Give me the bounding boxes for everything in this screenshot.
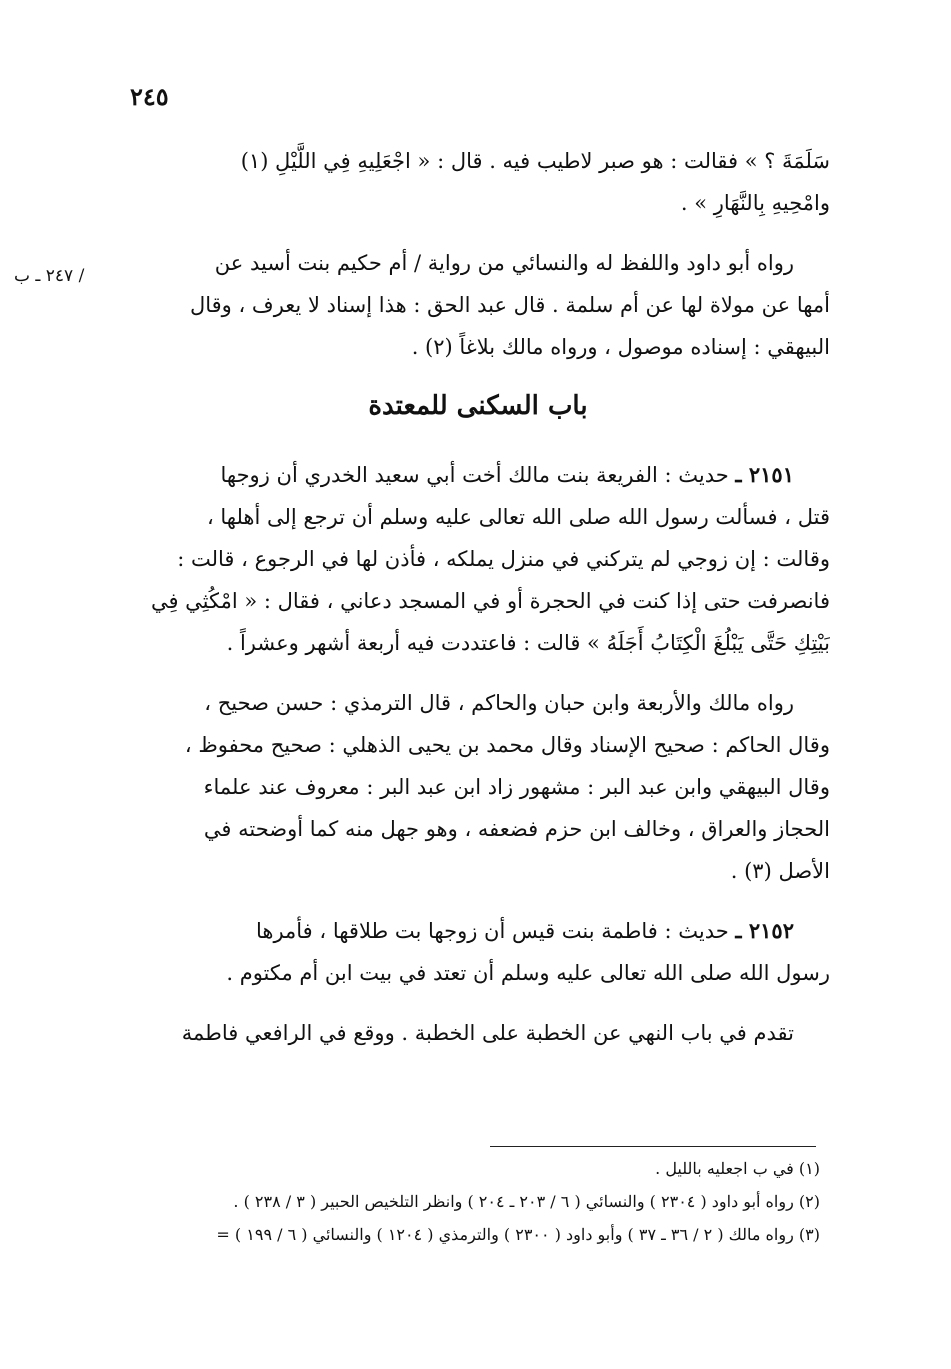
main-text [126,140,830,1072]
margin-folio-note: / ٢٤٧ ـ ب [14,266,85,286]
text-line: البيهقي : إسناده موصول ، ورواه مالك بلاغاً (٢) . [411,335,830,359]
hadith-2152 [126,910,830,994]
text-line: وقالت : إن زوجي لم يتركني في منزل يملكه ، فأذن لها في الرجوع ، قالت : [177,547,830,571]
text-line: تقدم في باب النهي عن الخطبة على الخطبة . ووقع في الرافعي فاطمة [181,1021,794,1045]
page-number: ٢٤٥ [130,82,169,111]
commentary-2152 [126,1012,830,1054]
text-line: أمها عن مولاة لها عن أم سلمة . قال عبد الحق : هذا إسناد لا يعرف ، وقال [189,293,830,317]
text-line: وقال البيهقي وابن عبد البر : مشهور زاد ابن عبد البر : معروف عند علماء [203,775,830,799]
text-line [126,910,830,952]
footnotes [94,1152,820,1251]
text-line: سَلَمَةَ ؟ » فقالت : هو صبر لاطيب فيه . قال : « اجْعَلِيهِ فِي اللَّيْلِ (١) [240,149,830,173]
footnote: (١) في ب اجعليه بالليل . [655,1159,820,1178]
text-line: وامْحِيهِ بِالنَّهَارِ » . [680,191,830,215]
text-line: الأصل (٣) . [730,859,830,883]
text-line: رسول الله صلى الله تعالى عليه وسلم أن تعتد في بيت ابن أم مكتوم . [226,961,830,985]
paragraph-narration [126,242,830,368]
footnote: (٢) رواه أبو داود ( ٢٣٠٤ ) والنسائي ( ٦ / ٢٠٣ ـ ٢٠٤ ) وانظر التلخيص الحبير ( ٣ / ٢٣٨ ) . [233,1192,820,1211]
text-line: وقال الحاكم : صحيح الإسناد وقال محمد بن يحيى الذهلي : صحيح محفوظ ، [184,733,830,757]
text-line: فانصرفت حتى إذا كنت في الحجرة أو في المسجد دعاني ، فقال : « امْكُثِي فِي [150,589,830,613]
hadith-2151 [126,454,830,664]
hadith-text: حديث : فاطمة بنت قيس أن زوجها بت طلاقها ، فأمرها [255,919,729,943]
paragraph-continuation [126,140,830,224]
hadith-number: ٢١٥١ ـ [735,462,794,487]
footnote: (٣) رواه مالك ( ٢ / ٣٦ ـ ٣٧ ) وأبو داود ( ٢٣٠٠ ) والترمذي ( ١٢٠٤ ) والنسائي ( ٦ / ١٩٩ ) = [216,1225,820,1244]
hadith-number: ٢١٥٢ ـ [735,918,794,943]
text-line: بَيْتِكِ حَتَّى يَبْلُغَ الْكِتَابُ أَجَلَهُ » قالت : فاعتددت فيه أربعة أشهر وعشراً . [226,631,830,655]
commentary-2151 [126,682,830,892]
hadith-text: حديث : الفريعة بنت مالك أخت أبي سعيد الخدري أن زوجها [220,463,729,487]
text-line: الحجاز والعراق ، وخالف ابن حزم فضعفه ، وهو جهل منه كما أوضحته في [203,817,830,841]
section-heading: باب السكنى للمعتدة [368,391,588,421]
text-line: رواه مالك والأربعة وابن حبان والحاكم ، قال الترمذي : حسن صحيح ، [204,691,794,715]
footnote-separator [490,1146,816,1147]
text-line [126,454,830,496]
text-line: رواه أبو داود واللفظ له والنسائي من رواية / أم حكيم بنت أسيد عن [214,251,794,275]
text-line: قتل ، فسألت رسول الله صلى الله تعالى عليه وسلم أن ترجع إلى أهلها ، [206,505,830,529]
